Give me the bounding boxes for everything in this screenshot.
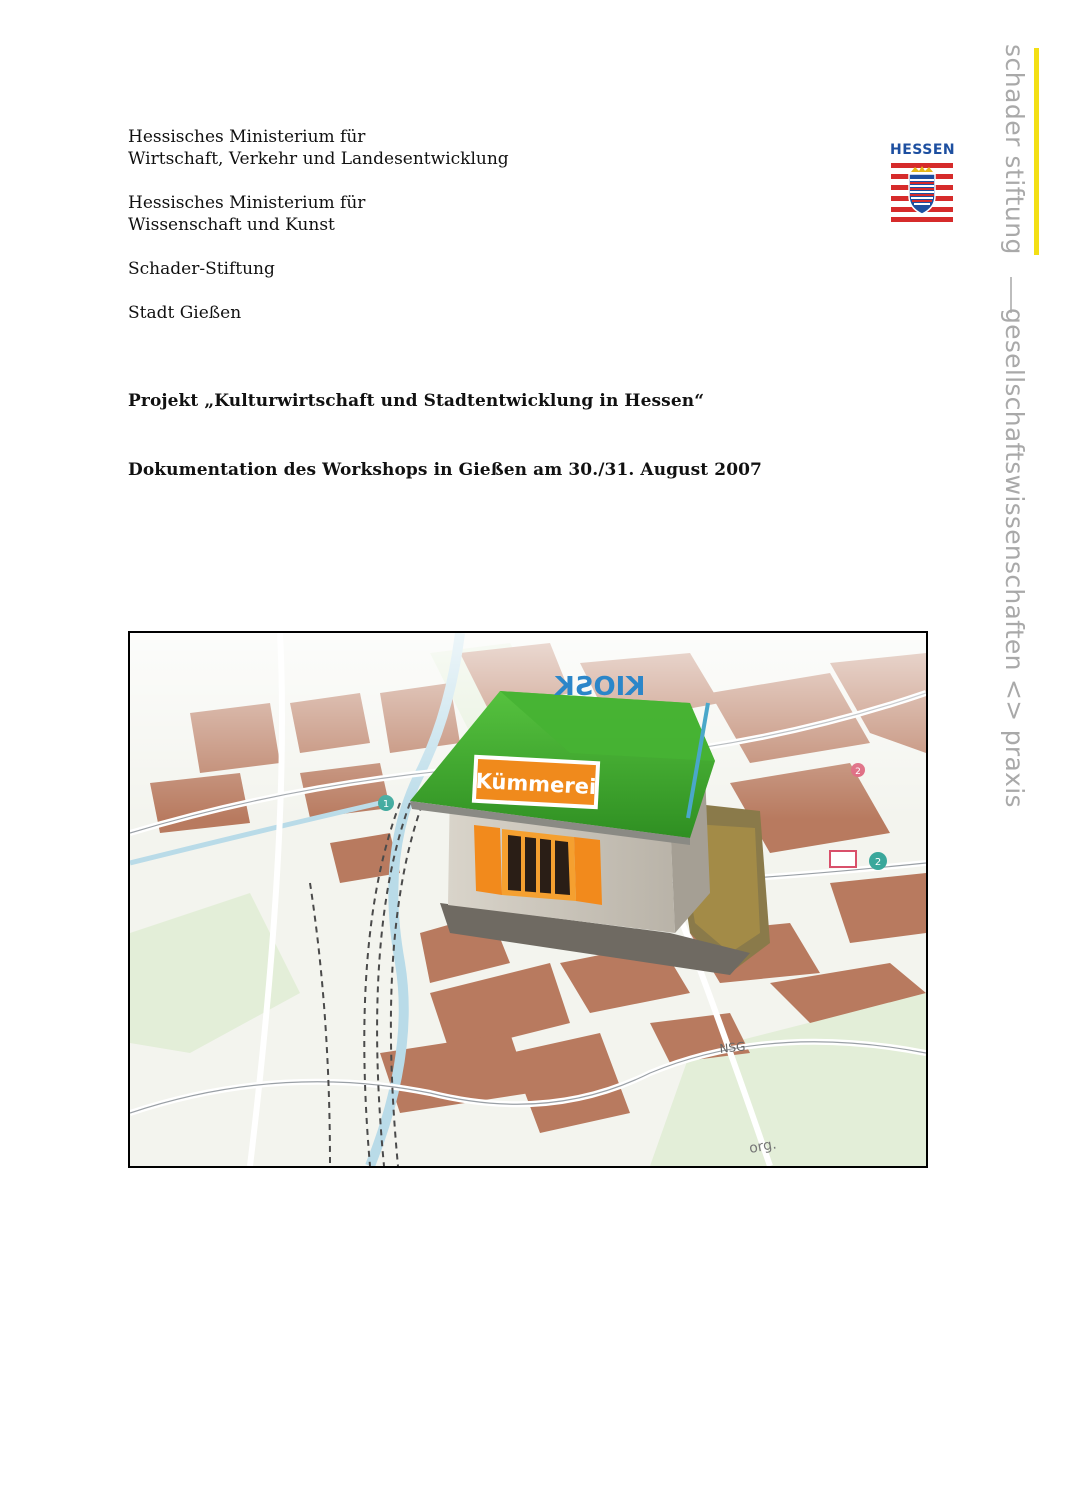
org-line: Hessisches Ministerium für <box>128 127 366 147</box>
org-line: Hessisches Ministerium für <box>128 193 366 213</box>
hessen-coat-of-arms-icon <box>891 162 953 222</box>
brand-tagline: gesellschaftswissenschaften <> praxis <box>1000 308 1029 808</box>
org-city <box>128 302 241 324</box>
org-line: Wirtschaft, Verkehr und Landesentwicklung <box>128 149 509 169</box>
cover-image <box>128 631 928 1168</box>
brand-name: schader stiftung <box>1000 44 1029 255</box>
org-line: Wissenschaft und Kunst <box>128 215 335 235</box>
kiosk-sign: Kümmerei <box>475 768 597 800</box>
document-subtitle: Dokumentation des Workshops in Gießen am 30./31. August 2007 <box>128 460 762 480</box>
org-line: Stadt Gießen <box>128 303 242 323</box>
hessen-logo <box>890 142 954 224</box>
map-kiosk-illustration <box>130 633 926 1166</box>
brand-accent-bar <box>1034 48 1039 255</box>
org-ministry-economy <box>128 126 509 170</box>
kiosk-roof-text: KIOSK <box>554 672 646 702</box>
org-line: Schader-Stiftung <box>128 259 275 279</box>
hessen-logo-text: HESSEN <box>890 142 956 158</box>
project-title: Projekt „Kulturwirtschaft und Stadtentwicklung in Hessen“ <box>128 391 705 411</box>
org-foundation <box>128 258 275 280</box>
org-ministry-science <box>128 192 365 236</box>
